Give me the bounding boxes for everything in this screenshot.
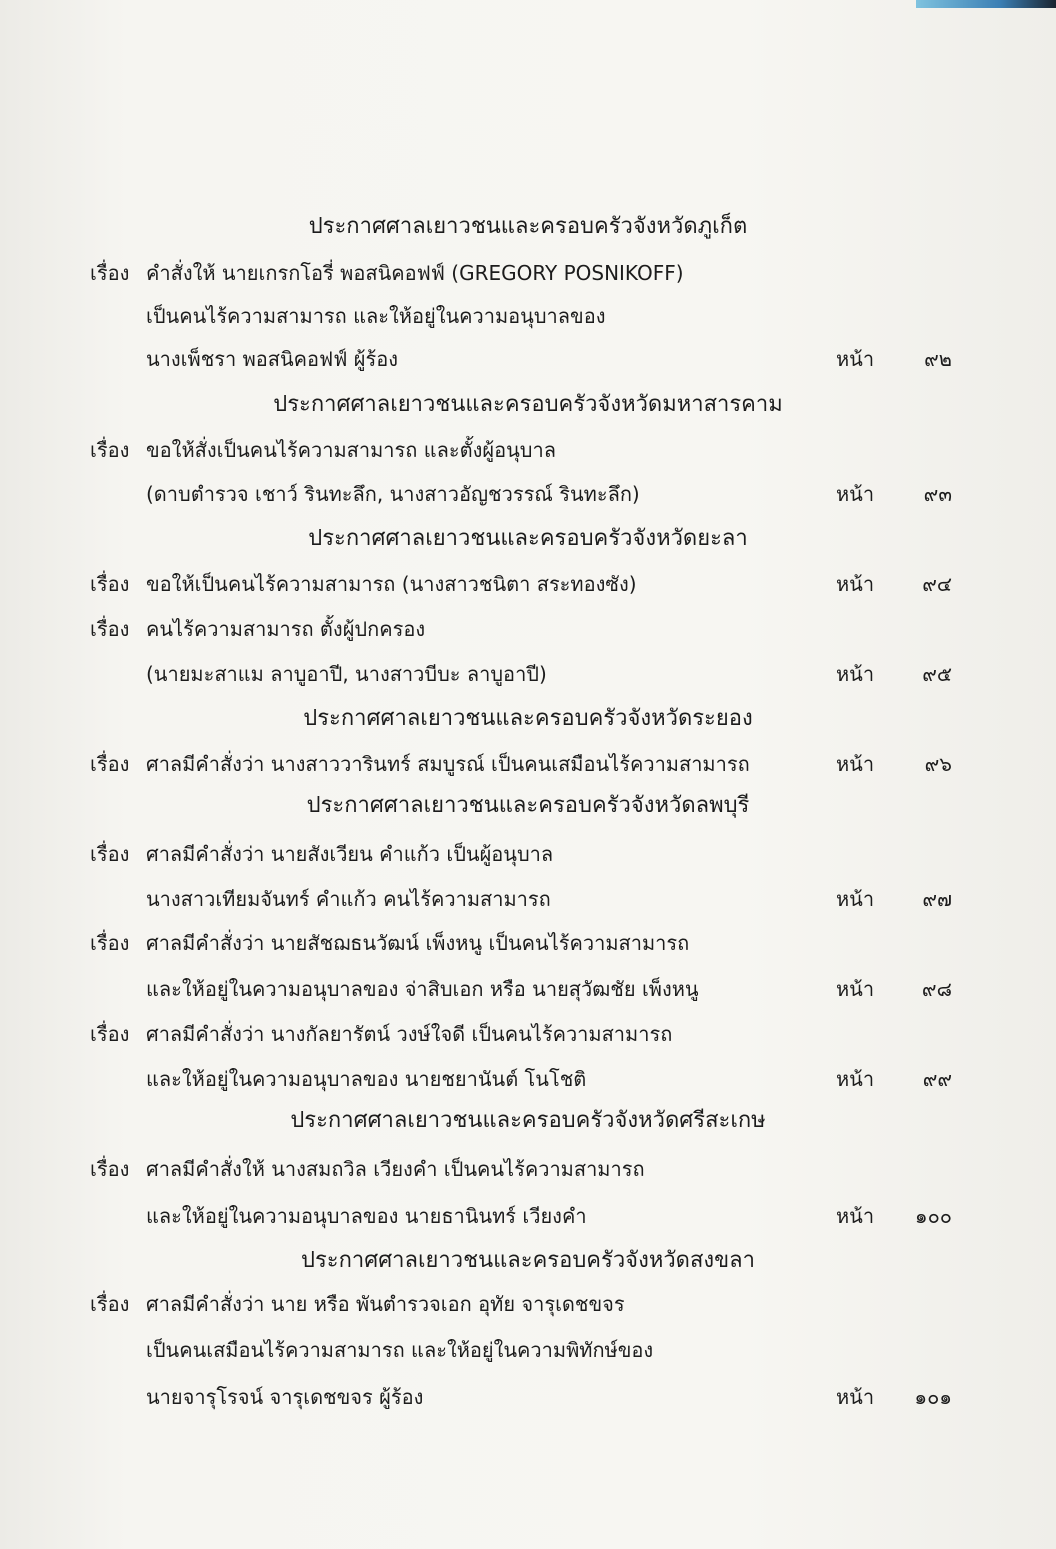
entry-row [0, 433, 1056, 467]
entry-row [0, 1380, 1056, 1414]
entry-text: ศาลมีคำสั่งว่า นาย หรือ พันตำรวจเอก อุทัย จารุเดชขจร [146, 1292, 625, 1316]
section-heading-sisaket: ประกาศศาลเยาวชนและครอบครัวจังหวัดศรีสะเกษ [290, 1108, 766, 1133]
page-label: หน้า [836, 977, 875, 1001]
entry-row [0, 342, 1056, 376]
page-number: ๙๔ [922, 572, 952, 596]
page-label: หน้า [836, 347, 875, 371]
section-heading-rayong: ประกาศศาลเยาวชนและครอบครัวจังหวัดระยอง [303, 706, 753, 731]
entry-keyword: เรื่อง [90, 1292, 130, 1316]
entry-text: (ดาบตำรวจ เชาว์ รินทะลึก, นางสาวอัญชวรรณ์ รินทะลึก) [146, 482, 640, 506]
entry-row [0, 972, 1056, 1006]
entry-text: ศาลมีคำสั่งว่า นายสังเวียน คำแก้ว เป็นผู้อนุบาล [146, 842, 554, 866]
entry-row [0, 747, 1056, 781]
page-label: หน้า [836, 752, 875, 776]
entry-text: ขอให้สั่งเป็นคนไร้ความสามารถ และตั้งผู้อนุบาล [146, 438, 556, 462]
page-number: ๙๖ [924, 752, 952, 776]
entry-text: เป็นคนไร้ความสามารถ และให้อยู่ในความอนุบาลของ [146, 304, 606, 328]
entry-row [0, 1333, 1056, 1367]
page-label: หน้า [836, 1067, 875, 1091]
page-label: หน้า [836, 482, 875, 506]
entry-text: เป็นคนเสมือนไร้ความสามารถ และให้อยู่ในความพิทักษ์ของ [146, 1338, 654, 1362]
page-number: ๙๗ [922, 887, 952, 911]
page-label: หน้า [836, 572, 875, 596]
entry-text: คนไร้ความสามารถ ตั้งผู้ปกครอง [146, 617, 426, 641]
entry-text: ศาลมีคำสั่งว่า นายสัชฌธนวัฒน์ เพ็งหนู เป็นคนไร้ความสามารถ [146, 931, 690, 955]
page-number: ๑๐๑ [914, 1385, 952, 1409]
entry-row [0, 1062, 1056, 1096]
corner-color-strip [916, 0, 1056, 8]
entry-text: (นายมะสาแม ลาบูอาปี, นางสาวบีบะ ลาบูอาปี) [146, 662, 547, 686]
entry-row [0, 1152, 1056, 1186]
entry-text: นางสาวเทียมจันทร์ คำแก้ว คนไร้ความสามารถ [146, 887, 551, 911]
entry-row [0, 926, 1056, 960]
page-number: ๙๘ [921, 977, 952, 1001]
entry-keyword: เรื่อง [90, 617, 130, 641]
entry-row [0, 477, 1056, 511]
entry-text: และให้อยู่ในความอนุบาลของ นายชยานันต์ โนโชติ [146, 1067, 587, 1091]
entry-keyword: เรื่อง [90, 572, 130, 596]
entry-keyword: เรื่อง [90, 261, 130, 285]
page-number: ๙๙ [922, 1067, 952, 1091]
section-heading-mahasarakham: ประกาศศาลเยาวชนและครอบครัวจังหวัดมหาสารคาม [273, 392, 783, 417]
entry-text: และให้อยู่ในความอนุบาลของ จ่าสิบเอก หรือ นายสุวัฒชัย เพ็งหนู [146, 977, 699, 1001]
page-label: หน้า [836, 1385, 875, 1409]
entry-keyword: เรื่อง [90, 931, 130, 955]
entry-text: ศาลมีคำสั่งว่า นางสาววารินทร์ สมบูรณ์ เป็นคนเสมือนไร้ความสามารถ [146, 752, 750, 776]
page-number: ๙๒ [924, 347, 952, 371]
page-number: ๙๕ [922, 662, 952, 686]
entry-row [0, 882, 1056, 916]
entry-row [0, 1199, 1056, 1233]
section-heading-phuket: ประกาศศาลเยาวชนและครอบครัวจังหวัดภูเก็ต [308, 214, 748, 239]
entry-row [0, 1017, 1056, 1051]
entry-keyword: เรื่อง [90, 1022, 130, 1046]
entry-text: ศาลมีคำสั่งให้ นางสมถวิล เวียงคำ เป็นคนไร้ความสามารถ [146, 1157, 645, 1181]
page-number: ๙๓ [923, 482, 952, 506]
section-heading-songkhla: ประกาศศาลเยาวชนและครอบครัวจังหวัดสงขลา [300, 1248, 756, 1273]
entry-row [0, 657, 1056, 691]
entry-row [0, 1287, 1056, 1321]
entry-text: คำสั่งให้ นายเกรกโอรี่ พอสนิคอฟฟ์ (GREGORY POSNIKOFF) [146, 261, 684, 285]
entry-text: นายจารุโรจน์ จารุเดชขจร ผู้ร้อง [146, 1385, 424, 1409]
entry-text: ศาลมีคำสั่งว่า นางกัลยารัตน์ วงษ์ใจดี เป็นคนไร้ความสามารถ [146, 1022, 673, 1046]
section-heading-lopburi: ประกาศศาลเยาวชนและครอบครัวจังหวัดลพบุรี [306, 793, 750, 818]
entry-row [0, 567, 1056, 601]
entry-row [0, 837, 1056, 871]
page-label: หน้า [836, 887, 875, 911]
page-number: ๑๐๐ [914, 1204, 952, 1228]
entry-keyword: เรื่อง [90, 842, 130, 866]
entry-keyword: เรื่อง [90, 1157, 130, 1181]
entry-keyword: เรื่อง [90, 752, 130, 776]
entry-row [0, 256, 1056, 290]
entry-row [0, 299, 1056, 333]
entry-keyword: เรื่อง [90, 438, 130, 462]
entry-text: และให้อยู่ในความอนุบาลของ นายธานินทร์ เวียงคำ [146, 1204, 587, 1228]
page-label: หน้า [836, 662, 875, 686]
entry-text: ขอให้เป็นคนไร้ความสามารถ (นางสาวชนิตา สระทองซัง) [146, 572, 637, 596]
page-label: หน้า [836, 1204, 875, 1228]
section-heading-yala: ประกาศศาลเยาวชนและครอบครัวจังหวัดยะลา [308, 526, 748, 551]
entry-row [0, 612, 1056, 646]
entry-text: นางเพ็ชรา พอสนิคอฟฟ์ ผู้ร้อง [146, 347, 398, 371]
